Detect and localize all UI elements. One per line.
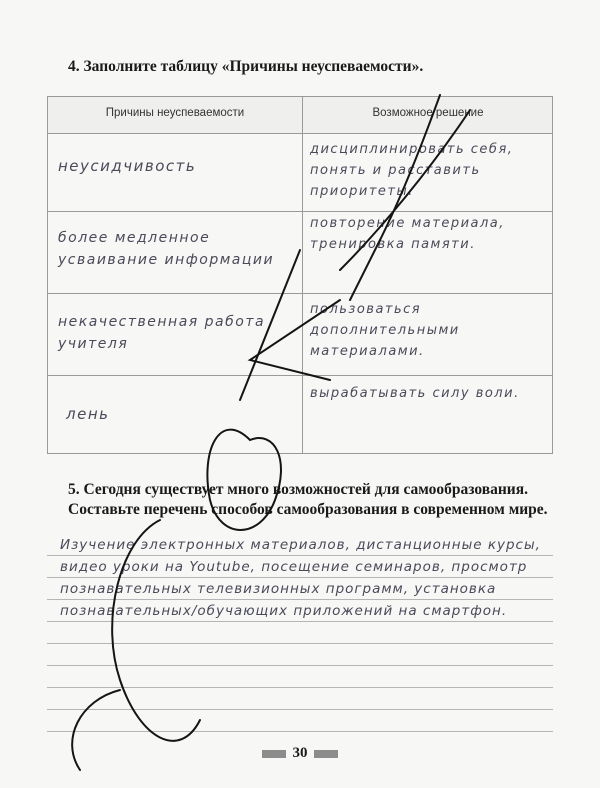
ruled-line [47,643,553,644]
cause-cell: лень [66,405,110,423]
table-row [48,375,552,455]
cause-cell: более медленное усваивание информации [58,230,275,268]
table-row [48,133,552,212]
task-5-title: 5. Сегодня существует много возможностей для самообразования. Составьте перечень способов самообразования в современном мире. [68,481,548,518]
page-number: 30 [292,745,308,761]
footer-bar-right [314,750,338,758]
table-header [48,97,552,134]
header-solutions: Возможное решение [372,107,484,119]
table-row [48,211,552,294]
ruled-line [47,731,553,732]
page-footer [0,744,600,764]
causes-table [47,96,553,454]
header-causes: Причины неуспеваемости [105,107,245,119]
ruled-line [47,709,553,710]
solution-cell: дисциплинировать себя, понять и расставить приоритеты. [310,142,514,199]
task-5-answer: Изучение электронных материалов, дистанционные курсы, видео уроки на Youtube, посещение семинаров, просмотр познавательных телевизионных программ, установка познавательных/обучающих приложений на смартфон. [60,537,541,619]
solution-cell: пользоваться дополнительными материалами. [310,302,460,359]
solution-cell: повторение материала, тренировка памяти. [310,216,505,252]
ruled-line [47,665,553,666]
task-4-title: 4. Заполните таблицу «Причины неуспеваемости». [68,58,424,75]
solution-cell: вырабатывать силу воли. [310,386,520,401]
footer-bar-left [262,750,286,758]
cause-cell: неусидчивость [58,157,197,175]
ruled-line [47,687,553,688]
cause-cell: некачественная работа учителя [58,314,266,352]
table-row [48,293,552,376]
